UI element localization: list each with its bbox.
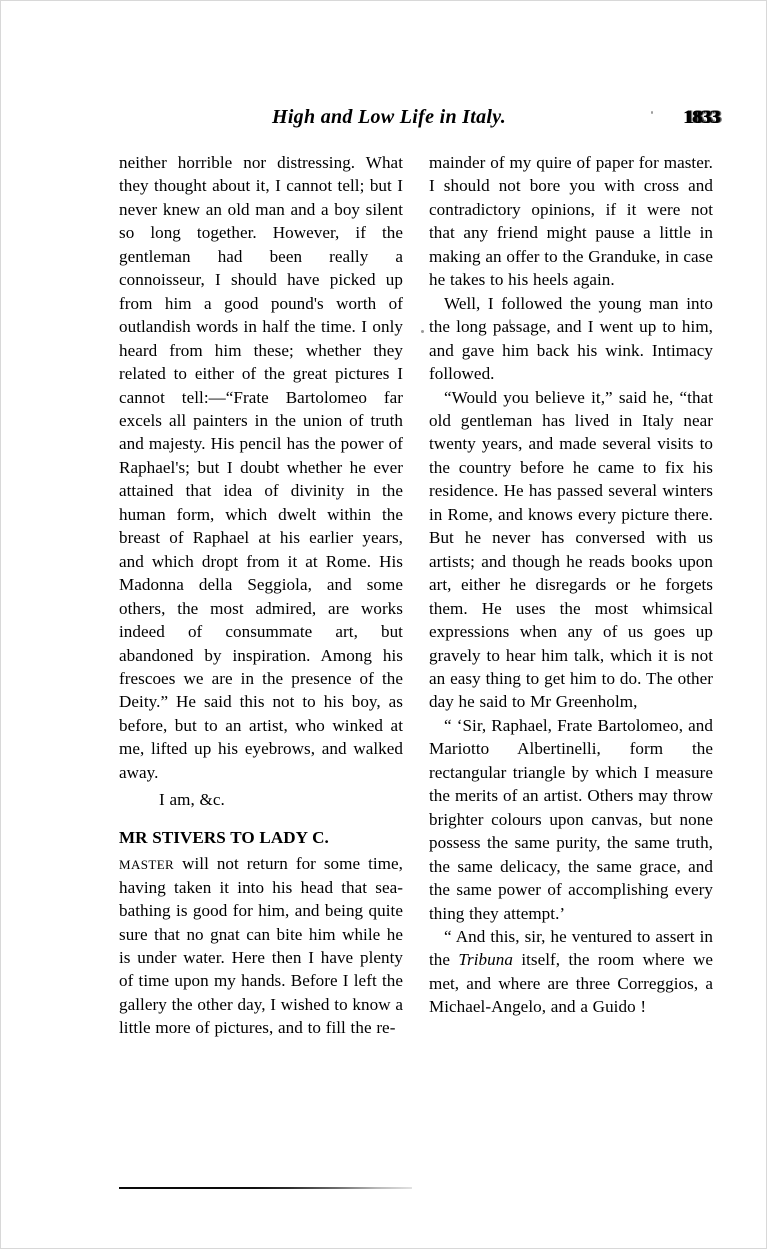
paragraph: neither horrible nor distressing. What they thought about it, I cannot tell; but I never knew an old man and a boy silent so long together. However, if the gentleman had been really a connoisseur, I should have picked up from him a good pound's worth of outlandish words in half the time. I only heard from him these; whether they related to either of the great pictures I cannot tell:—“Frate Bartolomeo far excels all painters in the union of truth and majesty. His pencil has the power of Raphael's; but I doubt whether he ever attained that idea of divinity in the human form, which dwelt within the breast of Raphael at his earlier years, and which dropt from it at Rome. His Madonna della Seggiola, and some others, the most admired, are works indeed of consummate art, but abandoned by inspiration. Among his frescoes we are in the presence of the Deity.” He said this not to his boy, as before, but to an artist, who winked at me, lifted up his eyebrows, and walked away. (119, 153, 403, 782)
paragraph-opening-word: master (119, 853, 175, 874)
work-title: Tribuna (458, 950, 513, 970)
column-rule (119, 1187, 412, 1189)
running-head-title: High and Low Life in Italy. (271, 106, 507, 128)
paragraph: Well, I followed the young man into the long passage, and I went up to him, and gave him back his wink. Intimacy followed. (429, 293, 713, 384)
paragraph: “ ‘Sir, Raphael, Frate Bartolomeo, and Mariotto Albertinelli, form the rectangular triangle by which I measure the merits of an artist. Others may throw brighter colours upon canvas, but none possess the same purity, the same truth, the same delicacy, the same grace, and the same power of accomplishing every thing they attempt.’ (429, 715, 713, 923)
paragraph-text: itself, the room where we met, and where are three Correggios, a Michael-Angelo, and a Guido (429, 950, 713, 1017)
column-right (429, 151, 713, 1019)
letter-signoff: I am, &c. (159, 790, 225, 810)
paragraph: “Would you believe it,” said he, “that old gentleman has lived in Italy near twenty years, and made several visits to the country before he came to fix his residence. He has passed several winters in Rome, and knows every picture there. But he never has conversed with us artists; and though he reads books upon art, either he disregards or he forgets them. He uses the most whimsical expressions when any of us goes up gravely to hear him talk, which it is not an easy thing to get him to do. The other day he said to Mr Greenholm, (429, 387, 713, 712)
letter-heading: MR STIVERS TO LADY C. (119, 827, 329, 847)
paragraph-text: will not return for some time, having taken it into his head that sea-bathing is good for him, and being quite sure that no gnat can bite him while he is under water. Here then I have plenty of time upon my hands. Before I left the gallery the other day, I wished to know a little more of pictures, and to fill the re- (119, 854, 403, 1038)
scan-speck (651, 111, 653, 114)
paragraph (429, 925, 713, 1019)
running-head (119, 106, 719, 140)
paragraph-text: “ And this, sir, he ventured to assert in the (429, 926, 713, 970)
paragraph (119, 852, 403, 1040)
trailing-mark: ! (640, 997, 647, 1017)
scan-speck (421, 330, 424, 333)
paragraph: mainder of my quire of paper for master. I should not bore you with cross and contradictory opinions, if it were not that any friend might pause a little in making an offer to the Granduke, in case he takes to his heels again. (429, 153, 713, 290)
page-number: 1833 (683, 107, 719, 128)
column-left (119, 151, 403, 1040)
